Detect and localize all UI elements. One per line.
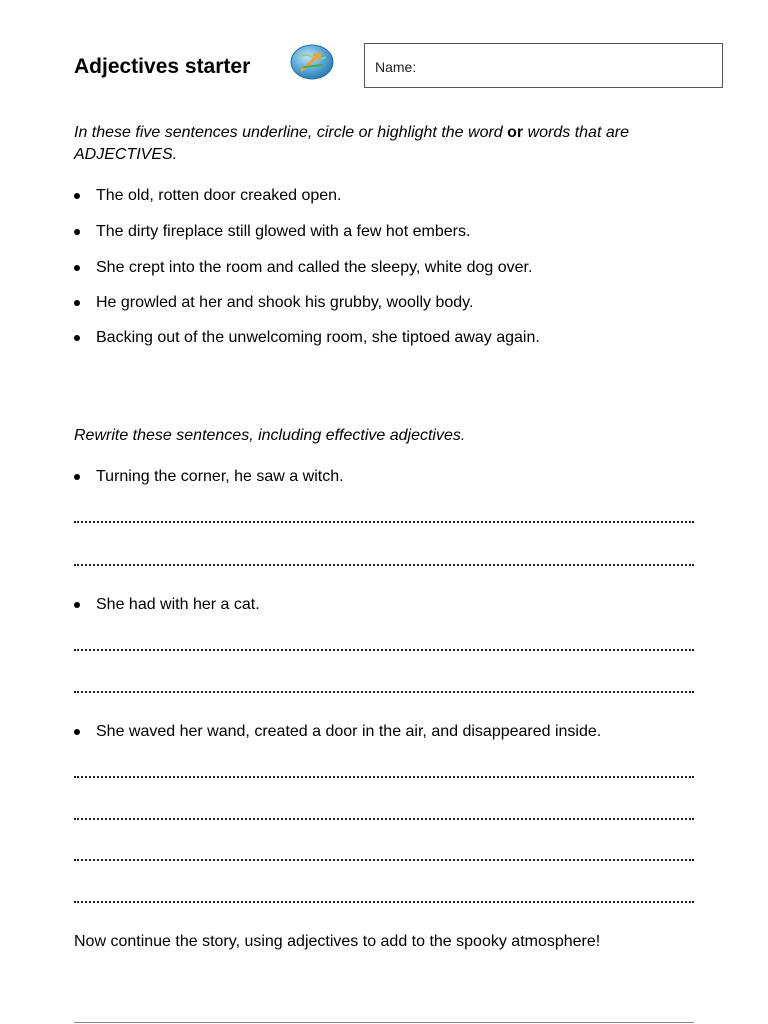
- bullet-icon: [74, 229, 80, 235]
- bullet-icon: [74, 602, 80, 608]
- answer-line[interactable]: [74, 649, 694, 651]
- sentence-text: He growled at her and shook his grubby, woolly body.: [96, 294, 474, 311]
- instruction-text-after: words that are ADJECTIVES.: [74, 124, 629, 163]
- globe-arrows-icon: [290, 43, 336, 81]
- bullet-icon: [74, 300, 80, 306]
- page-title: Adjectives starter: [74, 55, 251, 78]
- answer-line[interactable]: [74, 818, 694, 820]
- answer-line[interactable]: [74, 776, 694, 778]
- bullet-icon: [74, 474, 80, 480]
- instruction-text-before: In these five sentences underline, circle or highlight the word: [74, 124, 508, 141]
- section2-instruction: Rewrite these sentences, including effective adjectives.: [74, 427, 466, 444]
- sentence-text: She crept into the room and called the sleepy, white dog over.: [96, 259, 533, 276]
- answer-line[interactable]: [74, 859, 694, 861]
- instruction-emphasis: or: [507, 124, 524, 141]
- list-item: [74, 185, 714, 207]
- answer-line[interactable]: [74, 691, 694, 693]
- bullet-icon: [74, 335, 80, 341]
- list-item: [74, 466, 714, 488]
- answer-line[interactable]: [74, 564, 694, 566]
- name-label: Name:: [375, 59, 417, 75]
- answer-line[interactable]: [74, 521, 694, 523]
- sentence-text: The old, rotten door creaked open.: [96, 187, 342, 204]
- sentence-text: The dirty fireplace still glowed with a few hot embers.: [96, 223, 471, 240]
- writing-rule[interactable]: [74, 1022, 694, 1023]
- sentence-text: She had with her a cat.: [96, 596, 260, 613]
- sentence-text: Backing out of the unwelcoming room, she tiptoed away again.: [96, 329, 540, 346]
- bullet-icon: [74, 265, 80, 271]
- continue-instruction: Now continue the story, using adjectives to add to the spooky atmosphere!: [74, 933, 601, 950]
- section1-instruction: [74, 122, 694, 166]
- sentence-text: She waved her wand, created a door in the air, and disappeared inside.: [96, 723, 602, 740]
- list-item: [74, 221, 714, 243]
- name-field[interactable]: [364, 43, 723, 88]
- list-item: [74, 327, 714, 349]
- bullet-icon: [74, 729, 80, 735]
- answer-line[interactable]: [74, 901, 694, 903]
- sentence-text: Turning the corner, he saw a witch.: [96, 468, 344, 485]
- list-item: [74, 721, 714, 743]
- list-item: [74, 292, 714, 314]
- list-item: [74, 594, 714, 616]
- list-item: [74, 257, 714, 279]
- bullet-icon: [74, 193, 80, 199]
